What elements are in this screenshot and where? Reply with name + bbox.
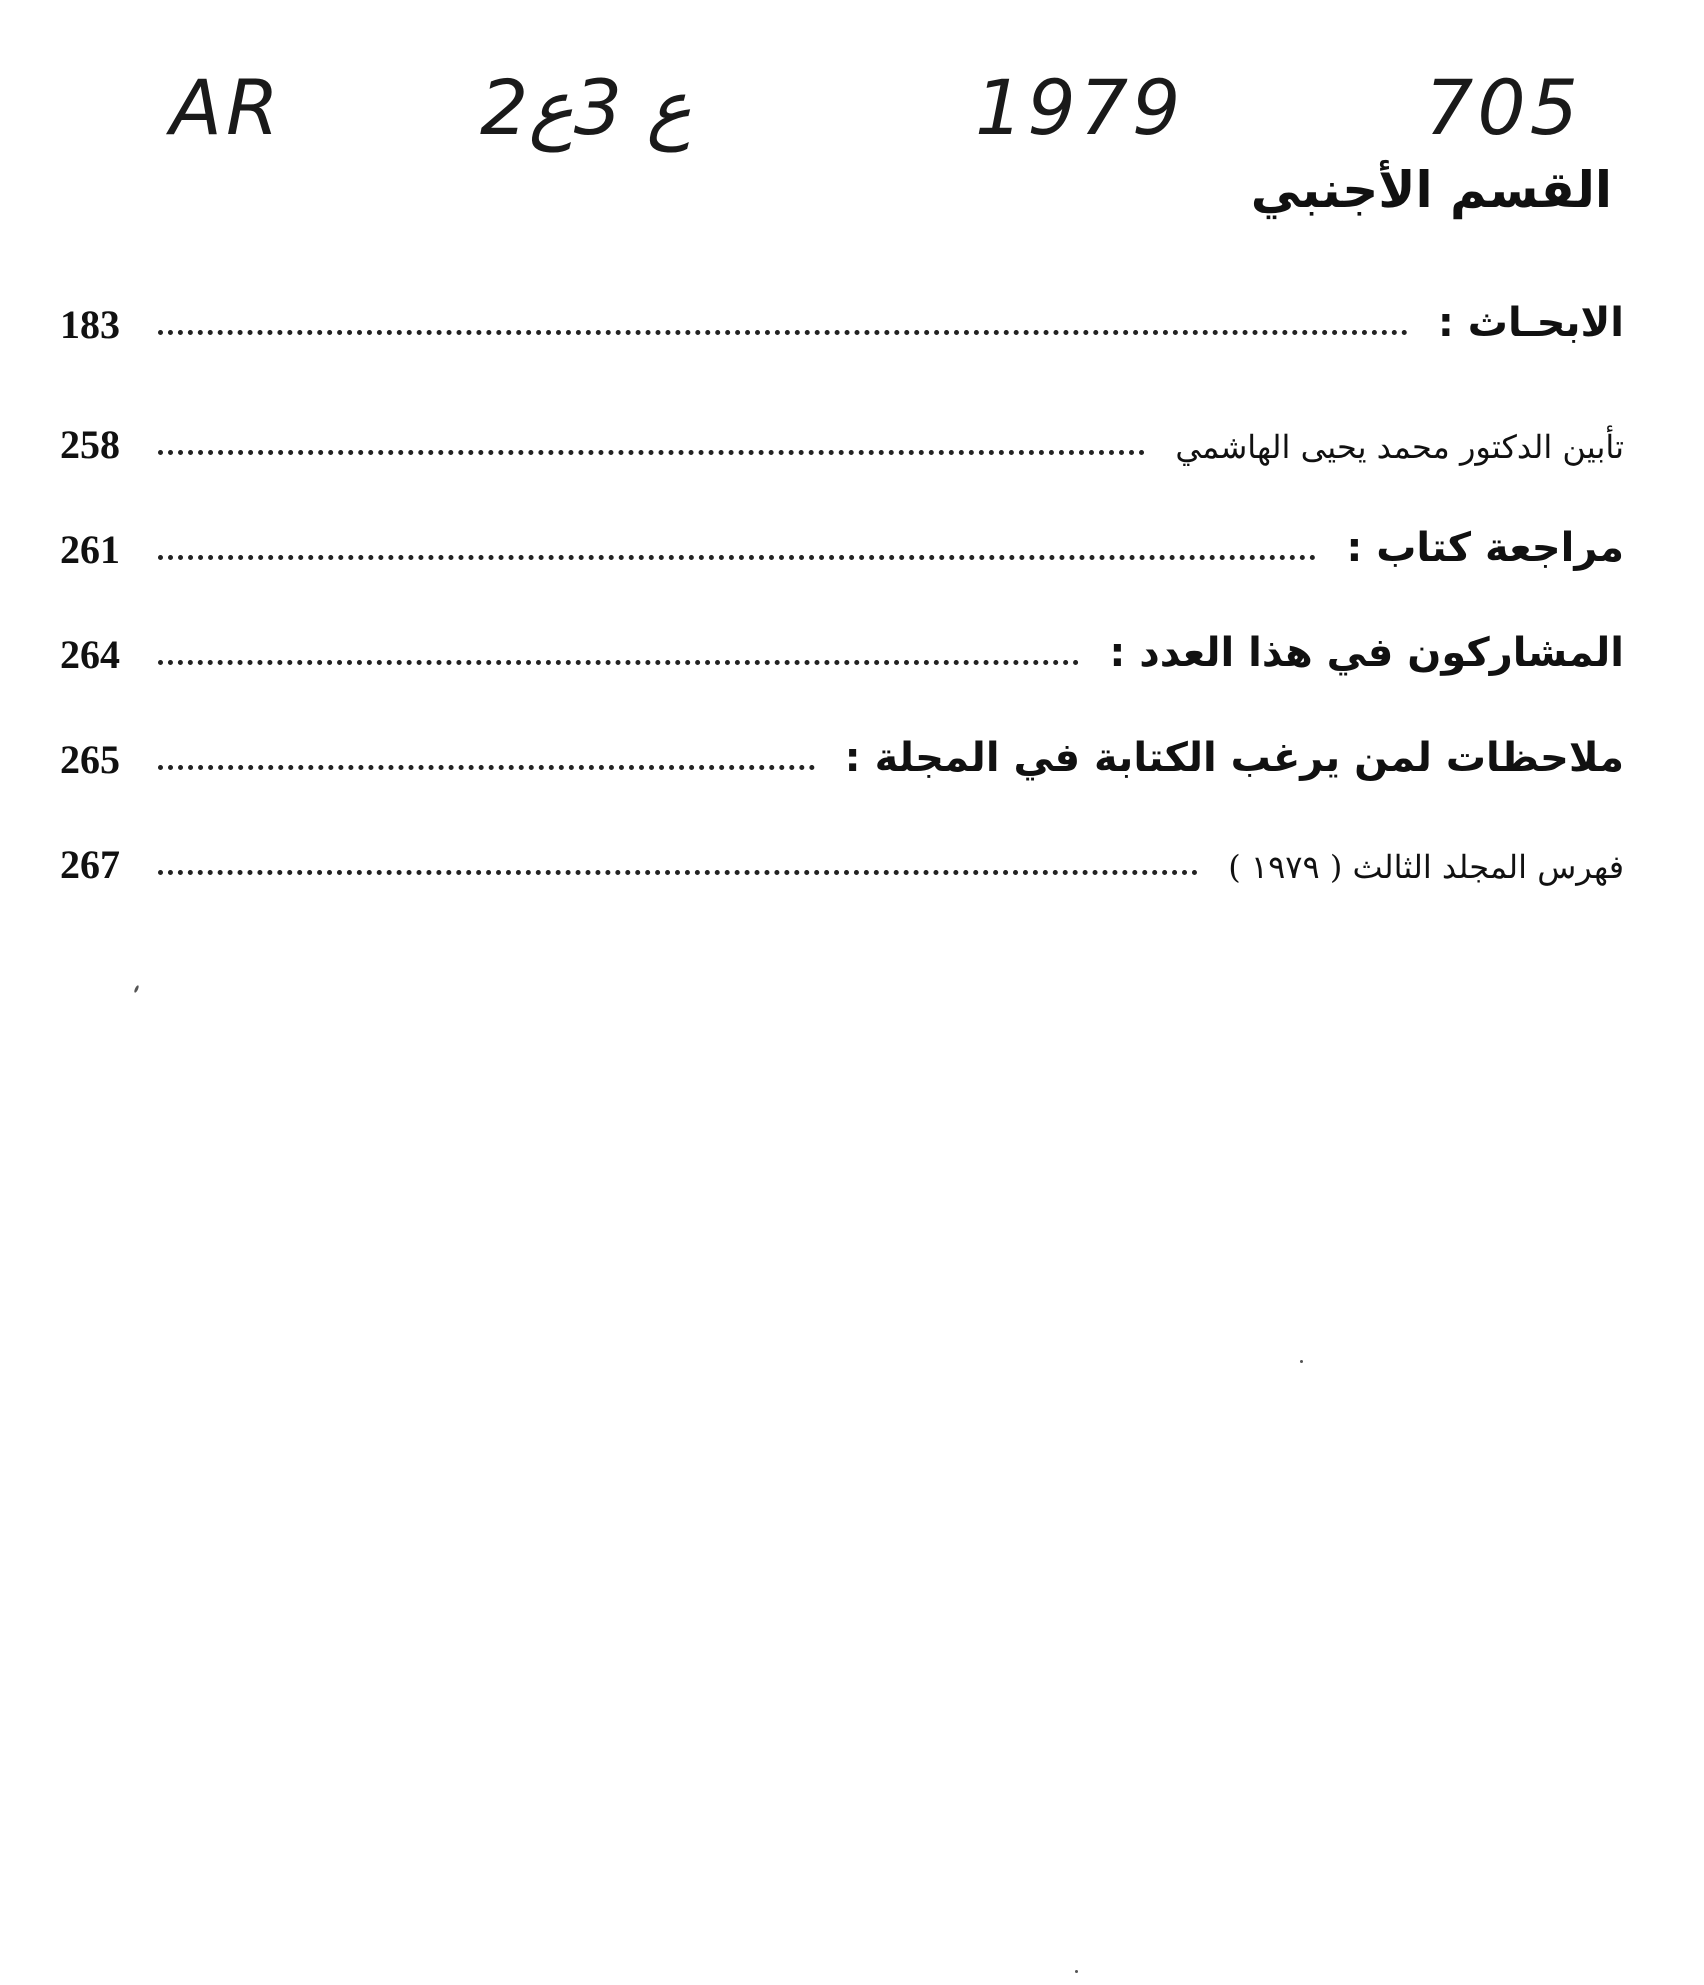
scan-speck (1300, 1360, 1303, 1363)
toc-entry (60, 395, 1624, 465)
toc-entry-page: 261 (60, 527, 120, 572)
toc-entry (60, 815, 1624, 885)
toc-entry-page: 183 (60, 302, 120, 347)
handwritten-note: AR (170, 63, 283, 152)
toc-entry-title: فهرس المجلد الثالث ( ١٩٧٩ ) (1228, 847, 1624, 886)
handwritten-note: 2ع 3ع (480, 63, 692, 152)
scan-speck (1075, 1970, 1078, 1973)
toc-entry-title: المشاركون في هذا العدد : (1109, 630, 1624, 676)
dot-leader (158, 765, 815, 770)
section-title: القسم الأجنبي (1250, 161, 1612, 219)
toc-entry-page: 264 (60, 632, 120, 677)
dot-leader (158, 450, 1145, 455)
toc-entry-page: 267 (60, 842, 120, 887)
toc-entry-page: 258 (60, 422, 120, 467)
toc-entry-page: 265 (60, 737, 120, 782)
dot-leader (158, 330, 1408, 335)
toc-entry (60, 605, 1624, 675)
toc-entry-title: ملاحظات لمن يرغب الكتابة في المجلة : (844, 735, 1624, 781)
dot-leader (158, 555, 1316, 560)
handwritten-note: 1979 (975, 63, 1185, 152)
toc-entry (60, 710, 1624, 780)
dot-leader (158, 660, 1079, 665)
toc-entry (60, 500, 1624, 570)
toc-entry-title: الابحـاث : (1437, 300, 1624, 346)
scan-speck (133, 985, 139, 994)
handwritten-note: 705 (1425, 63, 1583, 152)
toc-entry-title: تأبين الدكتور محمد يحيى الهاشمي (1175, 427, 1624, 466)
dot-leader (158, 870, 1198, 875)
toc-entry-title: مراجعة كتاب : (1346, 525, 1624, 571)
toc-entry (60, 275, 1624, 345)
